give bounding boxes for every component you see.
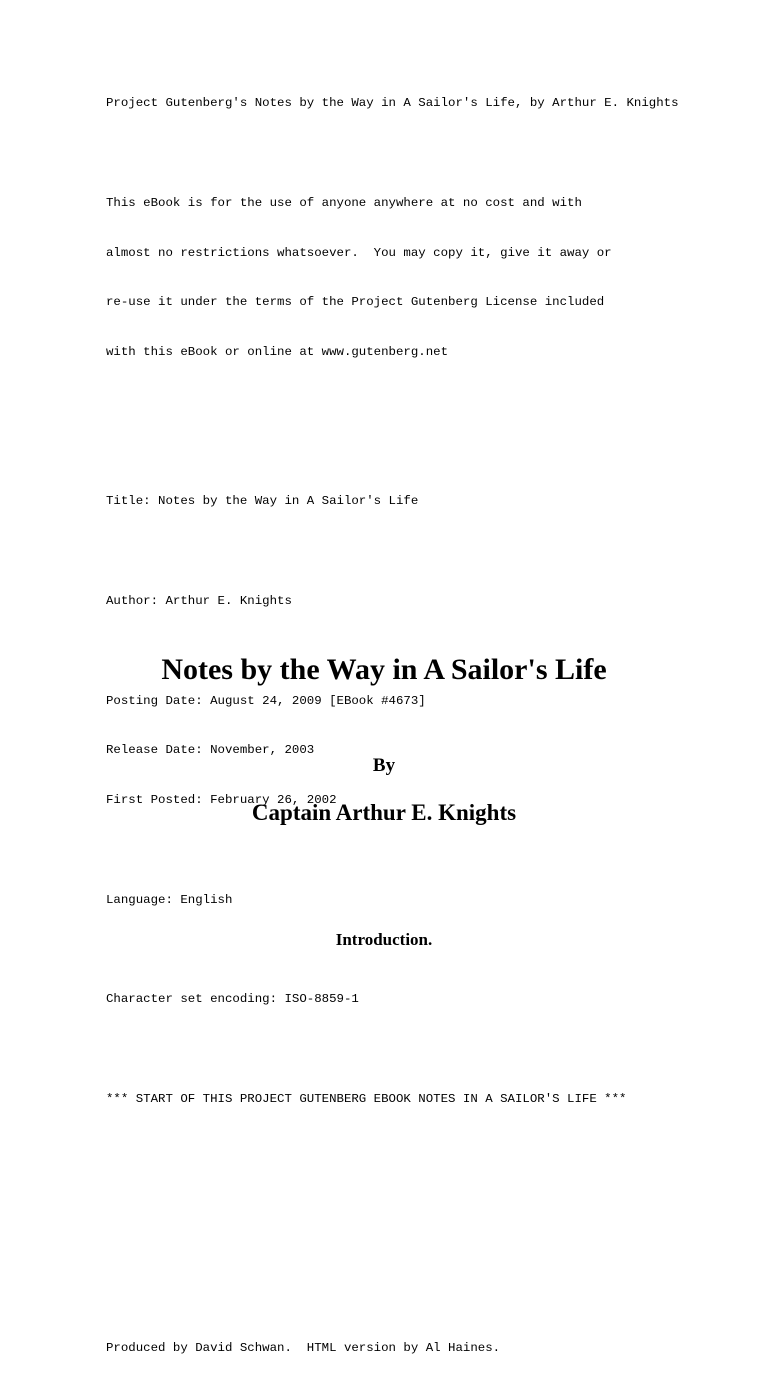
header-line: Character set encoding: ISO-8859-1 [106, 992, 359, 1007]
header-line: *** START OF THIS PROJECT GUTENBERG EBOOK NOTES IN A SAILOR'S LIFE *** [106, 1091, 627, 1106]
author-name: Captain Arthur E. Knights [251, 800, 517, 825]
section-heading-introduction: Introduction. [335, 930, 433, 949]
by-line: By [372, 755, 396, 776]
header-line [106, 543, 756, 560]
header-line: This eBook is for the use of anyone anywhere at no cost and with [106, 195, 582, 210]
header-line [106, 1041, 756, 1058]
header-line [106, 842, 756, 859]
header-line: Produced by David Schwan. HTML version by Al Haines. [106, 1340, 501, 1355]
header-line: Release Date: November, 2003 [106, 743, 315, 758]
header-line: re-use it under the terms of the Project Gutenberg License included [106, 295, 605, 310]
header-line [106, 145, 756, 162]
header-line [106, 1141, 756, 1158]
header-line [106, 1240, 756, 1257]
header-line [106, 1190, 756, 1207]
book-title: Notes by the Way in A Sailor's Life [161, 653, 607, 686]
header-line: with this eBook or online at www.gutenberg.net [106, 345, 449, 360]
header-line: Title: Notes by the Way in A Sailor's Life [106, 494, 419, 509]
header-line: almost no restrictions whatsoever. You may copy it, give it away or [106, 245, 612, 260]
header-line [106, 394, 756, 411]
header-line: Author: Arthur E. Knights [106, 594, 292, 608]
gutenberg-header-text [106, 62, 756, 1373]
header-line: First Posted: February 26, 2002 [106, 793, 337, 808]
header-line: Project Gutenberg's Notes by the Way in A Sailor's Life, by Arthur E. Knights [106, 96, 679, 111]
header-line: Posting Date: August 24, 2009 [EBook #4673] [106, 693, 426, 708]
header-line [106, 444, 756, 461]
header-line: Language: English [106, 892, 233, 907]
header-line [106, 1290, 756, 1307]
